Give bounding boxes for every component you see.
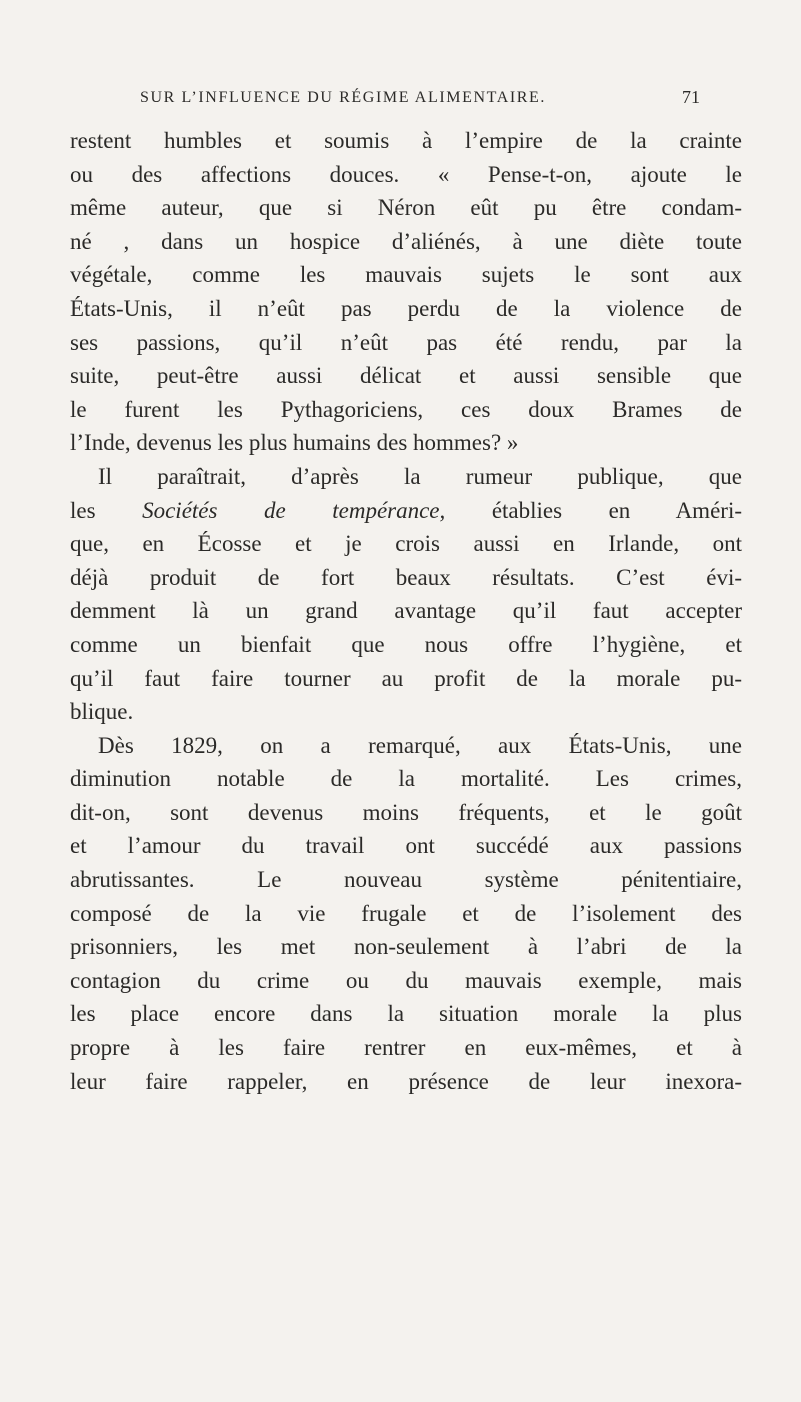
text-line: propre à les faire rentrer en eux-mêmes, et à bbox=[70, 1035, 742, 1061]
text-line: qu’il faut faire tourner au profit de la morale pu- bbox=[70, 665, 742, 691]
text-line: États-Unis, il n’eût pas perdu de la violence de bbox=[70, 295, 742, 321]
italic-term: Sociétés de tempérance, bbox=[142, 497, 446, 523]
text-line: et l’amour du travail ont succédé aux passions bbox=[70, 833, 742, 859]
text-line: que, en Écosse et je crois aussi en Irlande, ont bbox=[70, 531, 742, 557]
line-segment: établies en Améri- bbox=[445, 497, 742, 523]
text-line: demment là un grand avantage qu’il faut accepter bbox=[70, 598, 742, 624]
text-line: ses passions, qu’il n’eût pas été rendu, par la bbox=[70, 329, 742, 355]
text-line: déjà produit de fort beaux résultats. C’est évi- bbox=[70, 564, 742, 590]
running-title: SUR L’INFLUENCE DU RÉGIME ALIMENTAIRE. bbox=[140, 89, 547, 106]
text-line: né , dans un hospice d’aliénés, à une diète toute bbox=[70, 228, 742, 254]
text-line: blique. bbox=[70, 699, 134, 725]
text-line: leur faire rappeler, en présence de leur inexora- bbox=[70, 1068, 742, 1094]
text-line: végétale, comme les mauvais sujets le sont aux bbox=[70, 262, 742, 288]
text-line: abrutissantes. Le nouveau système pénitentiaire, bbox=[70, 867, 742, 893]
text-line: restent humbles et soumis à l’empire de la crainte bbox=[70, 128, 742, 153]
text-line: le furent les Pythagoriciens, ces doux Brames de bbox=[70, 396, 742, 422]
text-line: comme un bienfait que nous offre l’hygiène, et bbox=[70, 631, 742, 657]
text-line: diminution notable de la mortalité. Les crimes, bbox=[70, 766, 742, 792]
text-line-with-italic bbox=[70, 494, 742, 528]
line-segment: les bbox=[70, 497, 143, 523]
page-number: 71 bbox=[682, 87, 700, 107]
text-line: contagion du crime ou du mauvais exemple, mais bbox=[70, 967, 742, 993]
text-line: suite, peut-être aussi délicat et aussi sensible que bbox=[70, 363, 742, 389]
body-text bbox=[70, 124, 742, 1098]
text-line: dit-on, sont devenus moins fréquents, et le goût bbox=[70, 799, 742, 825]
paragraph-start-line: Dès 1829, on a remarqué, aux États-Unis, une bbox=[98, 732, 742, 758]
text-line: même auteur, que si Néron eût pu être condam- bbox=[70, 195, 742, 221]
text-line: l’Inde, devenus les plus humains des hommes? » bbox=[70, 430, 519, 456]
text-line: ou des affections douces. « Pense-t-on, ajoute le bbox=[70, 161, 742, 187]
text-line: prisonniers, les met non-seulement à l’abri de la bbox=[70, 934, 742, 960]
paragraph-start-line: Il paraîtrait, d’après la rumeur publique, que bbox=[98, 463, 742, 489]
text-line: les place encore dans la situation morale la plus bbox=[70, 1001, 742, 1027]
text-line: composé de la vie frugale et de l’isolement des bbox=[70, 900, 742, 926]
